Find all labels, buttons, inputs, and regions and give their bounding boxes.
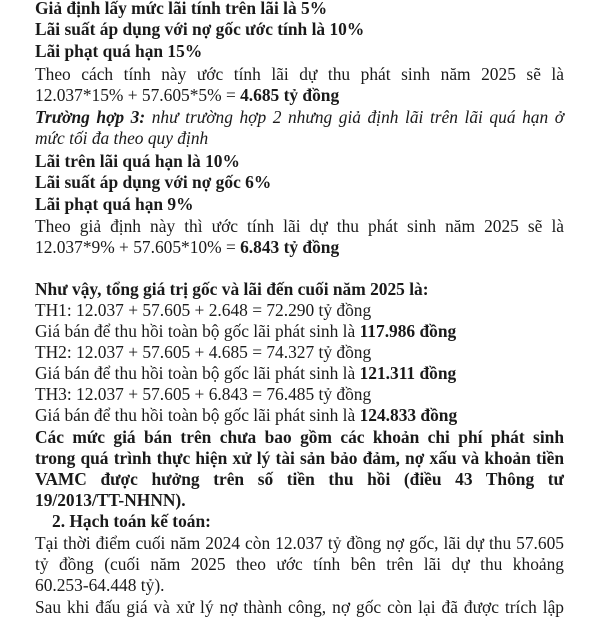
accounting-line-2: tỷ đồng (cuối năm 2025 theo ước tính bên trên lãi dự thu khoảng xyxy=(35,554,564,574)
paragraph-line: Theo cách tính này ước tính lãi dự thu phát sinh năm 2025 sẽ là xyxy=(35,64,564,84)
case-2-price xyxy=(35,364,456,384)
formula-result: 6.843 tỷ đồng xyxy=(240,237,340,257)
assumption-line-1: Giả định lấy mức lãi tính trên lãi là 5% xyxy=(35,0,328,18)
note-line-1: Các mức giá bán trên chưa bao gồm các khoản chi phí phát sinh xyxy=(35,427,564,447)
case-3-description: như trường hợp 2 nhưng giả định lãi trên lãi quá hạn ở xyxy=(145,107,565,127)
price-text: Giá bán để thu hồi toàn bộ gốc lãi phát sinh là xyxy=(35,363,360,383)
case-1-price xyxy=(35,322,456,342)
assumption-line-5: Lãi suất áp dụng với nợ gốc 6% xyxy=(35,172,272,192)
case-2-total: TH2: 12.037 + 57.605 + 4.685 = 74.327 tỷ đồng xyxy=(35,342,372,362)
price-value: 121.311 đồng xyxy=(359,363,457,383)
case-1-total: TH1: 12.037 + 57.605 + 2.648 = 72.290 tỷ đồng xyxy=(35,300,372,320)
assumption-line-2: Lãi suất áp dụng với nợ gốc ước tính là 10% xyxy=(35,19,365,39)
formula-result: 4.685 tỷ đồng xyxy=(240,85,340,105)
formula-case-2 xyxy=(35,86,339,106)
case-3-description-cont: mức tối đa theo quy định xyxy=(35,128,209,148)
accounting-line-3: 60.253-64.448 tỷ). xyxy=(35,575,165,595)
formula-text: 12.037*9% + 57.605*10% = xyxy=(35,237,241,257)
assumption-line-3: Lãi phạt quá hạn 15% xyxy=(35,41,203,61)
summary-heading: Như vậy, tổng giá trị gốc và lãi đến cuối năm 2025 là: xyxy=(35,279,429,299)
assumption-line-6: Lãi phạt quá hạn 9% xyxy=(35,194,194,214)
assumption-line-4: Lãi trên lãi quá hạn là 10% xyxy=(35,151,240,171)
note-line-3: VAMC được hưởng trên số tiền thu hồi (điều 43 Thông tư xyxy=(35,469,564,489)
price-text: Giá bán để thu hồi toàn bộ gốc lãi phát sinh là xyxy=(35,405,360,425)
case-3-price xyxy=(35,406,457,426)
paragraph-line: Theo giả định này thì ước tính lãi dự thu phát sinh năm 2025 sẽ là xyxy=(35,216,564,236)
case-3-label: Trường hợp 3: xyxy=(35,107,146,127)
case-3-heading xyxy=(35,108,564,128)
formula-text: 12.037*15% + 57.605*5% = xyxy=(35,85,241,105)
section-heading: 2. Hạch toán kế toán: xyxy=(52,511,211,531)
price-value: 124.833 đồng xyxy=(359,405,458,425)
note-line-2: trong quá trình thực hiện xử lý tài sản bảo đảm, nợ xấu và khoản tiền xyxy=(35,448,564,468)
accounting-line-4: Sau khi đấu giá và xử lý nợ thành công, nợ gốc còn lại đã được trích lập xyxy=(35,597,564,617)
note-line-4: 19/2013/TT-NHNN). xyxy=(35,490,186,510)
formula-case-3 xyxy=(35,238,339,258)
price-text: Giá bán để thu hồi toàn bộ gốc lãi phát sinh là xyxy=(35,321,360,341)
accounting-line-1: Tại thời điểm cuối năm 2024 còn 12.037 tỷ đồng nợ gốc, lãi dự thu 57.605 xyxy=(35,533,564,553)
price-value: 117.986 đồng xyxy=(359,321,457,341)
case-3-total: TH3: 12.037 + 57.605 + 6.843 = 76.485 tỷ đồng xyxy=(35,384,372,404)
